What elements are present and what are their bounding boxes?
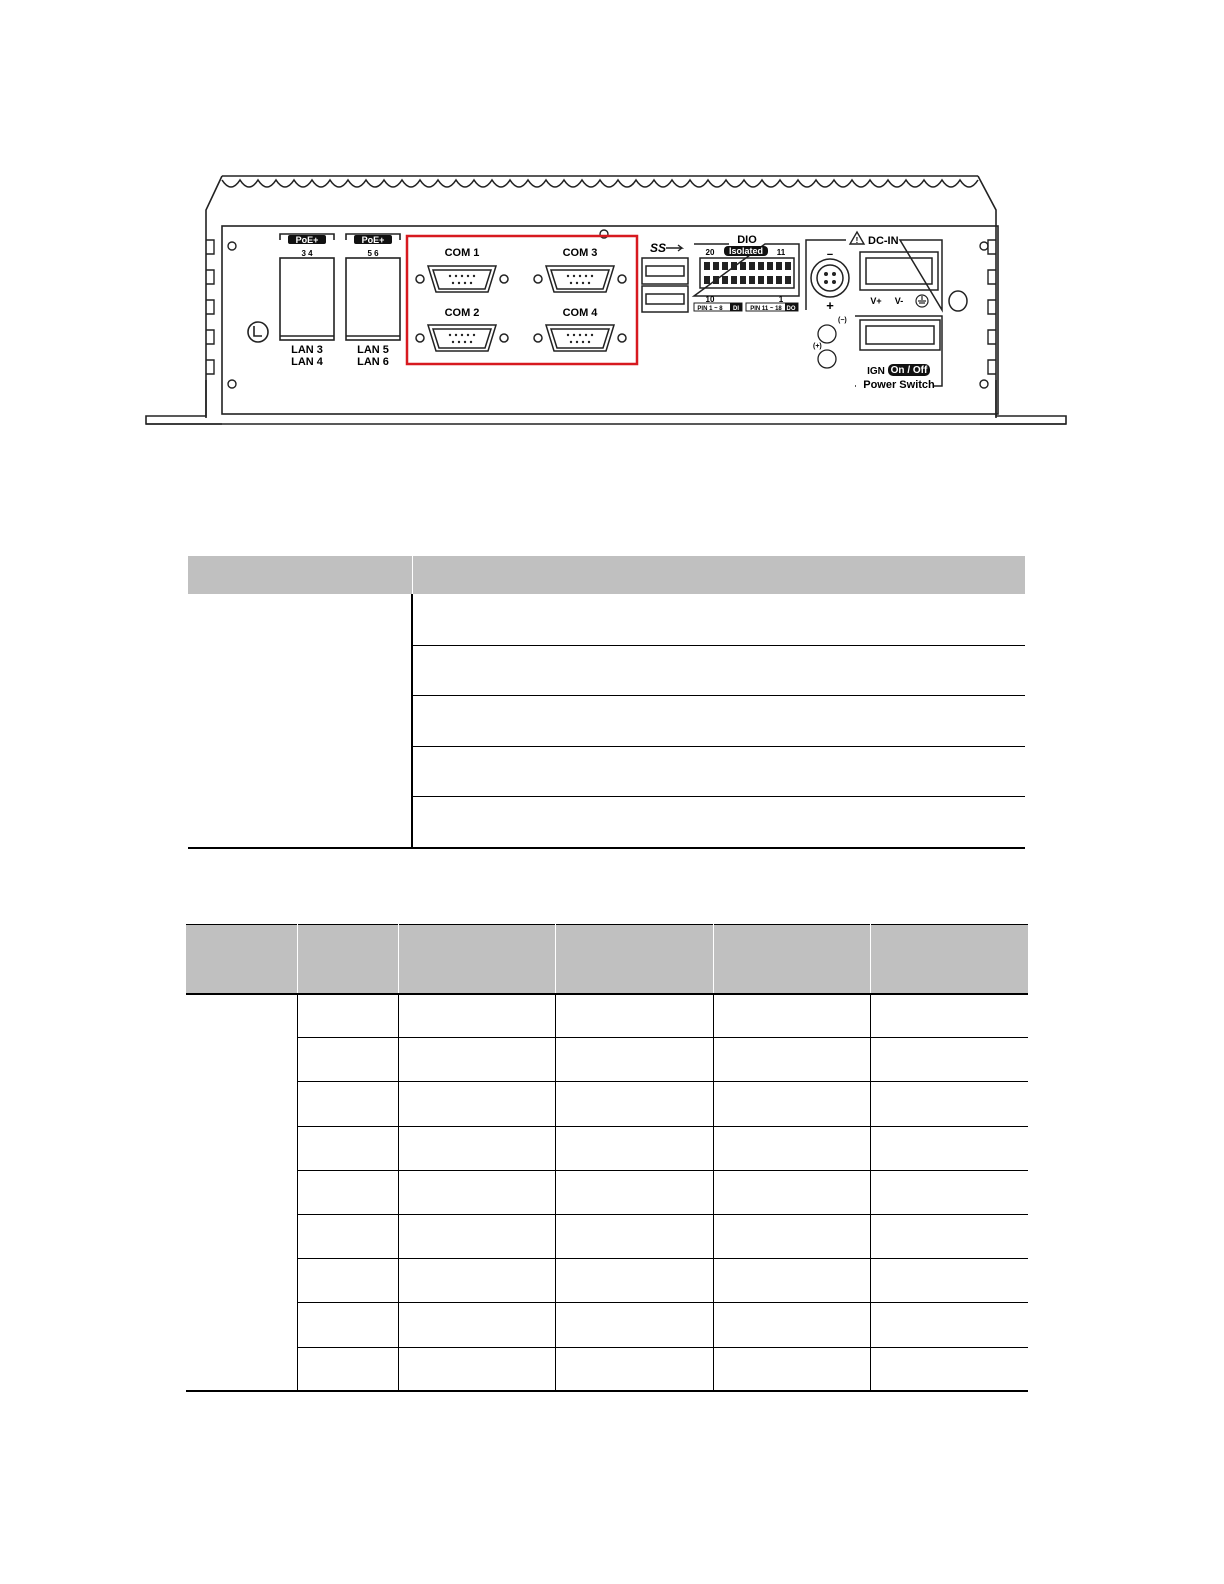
usb3-logo: SS — [650, 241, 667, 255]
com1-label: COM 1 — [444, 247, 480, 259]
earth-ground-icon — [916, 295, 928, 307]
svg-text:+: + — [826, 298, 834, 313]
table-2-header — [186, 924, 1028, 994]
warning-icon — [850, 232, 864, 245]
svg-text:Isolated: Isolated — [728, 246, 764, 256]
led-indicator — [949, 291, 967, 311]
com-ports-highlight — [407, 236, 637, 364]
com4-connector — [534, 325, 626, 351]
table-2-header-divider — [713, 924, 714, 994]
table-2-column-divider — [870, 994, 871, 1392]
table-2-row-divider — [297, 1302, 1028, 1303]
svg-text:(−): (−) — [838, 317, 847, 324]
table-1-row-divider — [413, 796, 1025, 797]
table-2-row-divider — [297, 1347, 1028, 1348]
table-2-row-divider — [297, 1258, 1028, 1259]
table-2-header-divider — [398, 924, 399, 994]
table-1-column-divider — [411, 594, 413, 848]
table-2-header-bottom-border — [186, 993, 1028, 995]
rear-panel-figure — [0, 0, 1224, 440]
svg-text:−: − — [826, 249, 834, 261]
com3-label: COM 3 — [562, 247, 598, 259]
svg-text:PIN 11 ~ 18: PIN 11 ~ 18 — [750, 306, 782, 312]
svg-text:5 6: 5 6 — [367, 249, 379, 258]
svg-text:V-: V- — [894, 296, 904, 306]
svg-text:DO: DO — [786, 306, 796, 312]
poe-label-a: PoE+ — [295, 235, 319, 245]
table-2-column-divider — [555, 994, 556, 1392]
table-1-bottom-border — [188, 847, 1025, 849]
table-1-header-divider — [412, 556, 413, 594]
com2-connector — [416, 325, 508, 351]
table-2-top-border — [186, 924, 1028, 925]
table-1-row-divider — [413, 746, 1025, 747]
table-1-row-divider — [413, 645, 1025, 646]
table-1-header — [188, 556, 1025, 594]
svg-text:1: 1 — [778, 295, 784, 304]
svg-text:PIN 1 ~ 8: PIN 1 ~ 8 — [697, 306, 723, 312]
table-2-column-divider — [398, 994, 399, 1392]
ground-icon — [248, 322, 268, 342]
svg-text:V+: V+ — [870, 296, 882, 306]
svg-text:IGN: IGN — [867, 366, 885, 377]
com4-label: COM 4 — [562, 307, 598, 319]
svg-text:(+): (+) — [813, 343, 822, 350]
lan-4-label: LAN 4 — [291, 356, 323, 368]
svg-text:10: 10 — [705, 295, 715, 304]
svg-text:3 4: 3 4 — [301, 249, 313, 258]
svg-text:PoE+: PoE+ — [361, 235, 385, 245]
svg-text:DI: DI — [733, 306, 739, 312]
heatsink-fins — [222, 180, 978, 187]
table-2-row-divider — [297, 1214, 1028, 1215]
dc-in-label: DC-IN — [868, 235, 899, 247]
table-2-row-divider — [297, 1170, 1028, 1171]
lan-3-label: LAN 3 — [291, 344, 323, 356]
table-2-header-divider — [555, 924, 556, 994]
table-2-column-divider — [713, 994, 714, 1392]
svg-text:11: 11 — [776, 248, 786, 257]
table-2-column-divider — [297, 994, 298, 1392]
table-2-header-divider — [297, 924, 298, 994]
com2-label: COM 2 — [444, 307, 480, 319]
svg-text:!: ! — [855, 236, 859, 245]
table-1-row-divider — [413, 695, 1025, 696]
lan-6-label: LAN 6 — [357, 356, 389, 368]
com3-connector — [534, 266, 626, 292]
lan-5-label: LAN 5 — [357, 344, 389, 356]
com1-connector — [416, 266, 508, 292]
svg-text:On / Off: On / Off — [890, 365, 928, 376]
table-2-row-divider — [297, 1081, 1028, 1082]
power-switch-label: Power Switch — [863, 379, 935, 391]
dio-label: DIO — [737, 234, 757, 246]
table-2-row-divider — [297, 1037, 1028, 1038]
svg-text:20: 20 — [705, 248, 715, 257]
table-2-bottom-border — [186, 1390, 1028, 1392]
table-2-header-divider — [870, 924, 871, 994]
usb-ports — [642, 258, 688, 312]
table-2-row-divider — [297, 1126, 1028, 1127]
